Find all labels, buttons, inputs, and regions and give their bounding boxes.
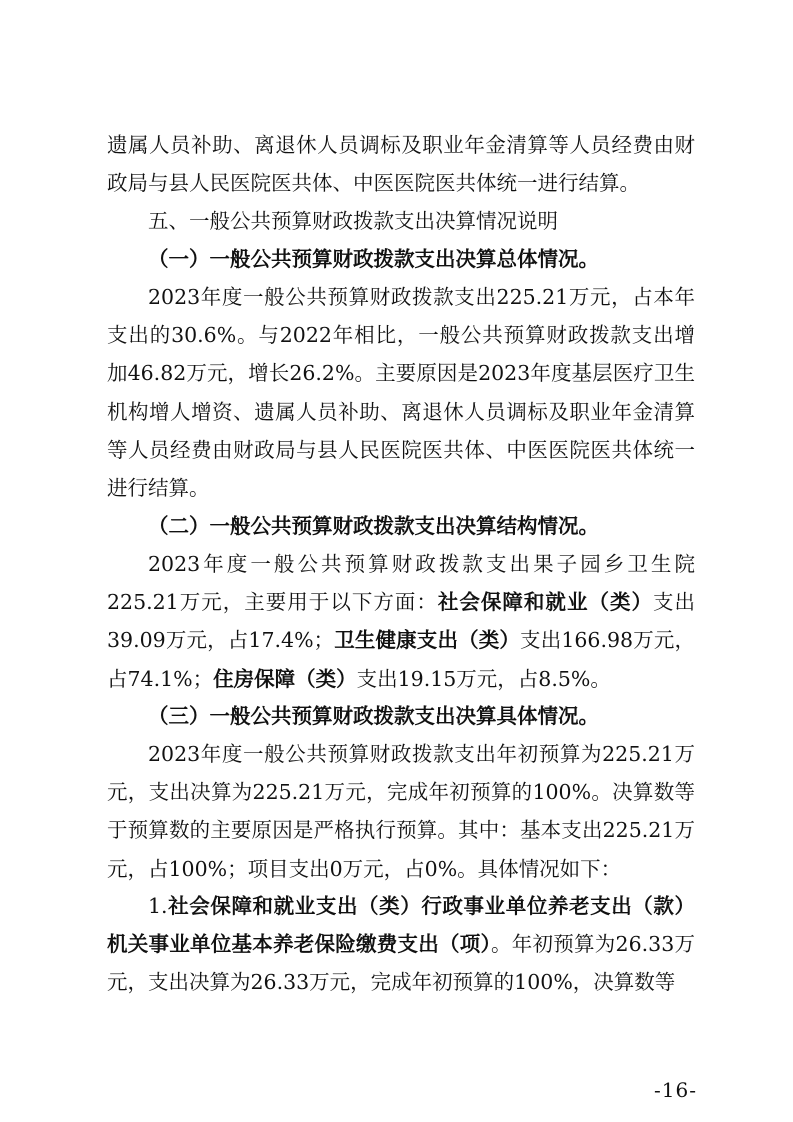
subsection-heading-1: （一）一般公共预算财政拨款支出决算总体情况。 bbox=[148, 247, 599, 271]
subsection-heading-3: （三）一般公共预算财政拨款支出决算具体情况。 bbox=[148, 704, 599, 728]
section-heading-5: 五、一般公共预算财政拨款支出决算情况说明 bbox=[148, 209, 558, 233]
paragraph-continuation: 遗属人员补助、离退休人员调标及职业年金清算等人员经费由财政局与县人民医院医共体、中医医院医共体统一进行结算。 bbox=[107, 133, 695, 196]
structure-text-2: 支出39.09万元，占17.4%； bbox=[107, 590, 696, 653]
page-number: -16- bbox=[654, 1078, 697, 1102]
structure-category-health: 卫生健康支出（类） bbox=[334, 628, 521, 653]
paragraph-overall: 2023年度一般公共预算财政拨款支出225.21万元，占本年支出的30.6%。与2022年相比，一般公共预算财政拨款支出增加46.82万元，增长26.2%。主要原因是2023年度基层医疗卫生机构增人增资、遗属人员补助、离退休人员调标及职业年金清算等人员经费由财政局与县人民医院医共体、中医医院医共体统一进行结算。 bbox=[107, 285, 695, 501]
item-1-title: 社会保障和就业支出（类）行政事业单位养老支出（款）机关事业单位基本养老保险缴费支出（项） bbox=[107, 894, 695, 957]
paragraph-details: 2023年度一般公共预算财政拨款支出年初预算为225.21万元，支出决算为225.21万元，完成年初预算的100%。决算数等于预算数的主要原因是严格执行预算。其中：基本支出225.21万元，占100%；项目支出0万元，占0%。具体情况如下： bbox=[107, 742, 695, 881]
paragraph-structure bbox=[107, 545, 695, 698]
structure-category-housing: 住房保障（类） bbox=[213, 666, 357, 691]
structure-text-4: 支出19.15万元，占8.5%。 bbox=[356, 666, 611, 691]
paragraph-item-1 bbox=[107, 887, 695, 1002]
structure-category-social-security: 社会保障和就业（类） bbox=[437, 590, 653, 615]
subsection-heading-2: （二）一般公共预算财政拨款支出决算结构情况。 bbox=[148, 514, 599, 538]
structure-text-3: 支出166.98万元，占74.1%； bbox=[107, 628, 696, 691]
item-number: 1. bbox=[148, 894, 168, 918]
item-1-text: 。年初预算为26.33万元，支出决算为26.33万元，完成年初预算的100%，决算数等 bbox=[107, 932, 696, 995]
structure-text-1: 2023年度一般公共预算财政拨款支出果子园乡卫生院225.21万元，主要用于以下方面： bbox=[107, 552, 695, 615]
